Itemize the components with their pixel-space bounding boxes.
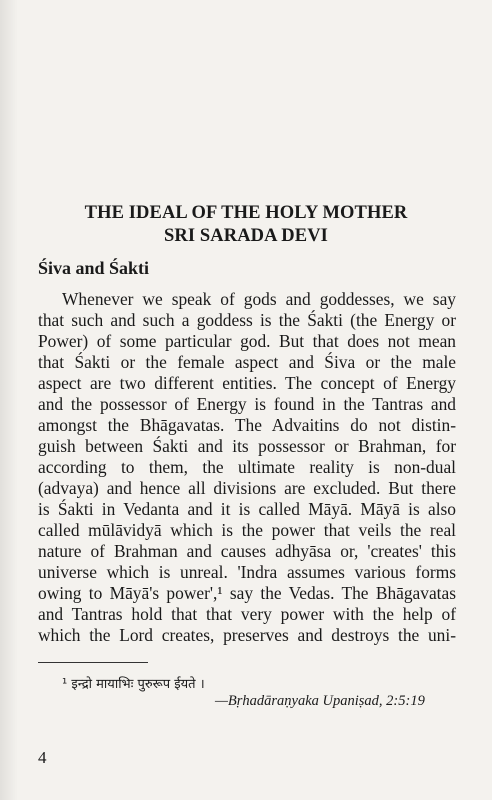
body-line: owing to Māyā's power',¹ say the Vedas. The Bhāgavatas xyxy=(38,583,456,603)
body-line: is Śakti in Vedanta and it is called Māyā. Māyā is also xyxy=(38,499,456,519)
footnote-sanskrit: ¹ इन्द्रो मायाभिः पुरुरूप ईयते । xyxy=(62,677,205,692)
body-line: universe which is unreal. 'Indra assumes various forms xyxy=(38,562,456,582)
body-line: which the Lord creates, preserves and destroys the uni- xyxy=(38,625,456,645)
body-line: guish between Śakti and its possessor or Brahman, for xyxy=(38,436,456,456)
footnote-citation: —Bṛhadāraṇyaka Upaniṣad, 2:5:19 xyxy=(215,693,425,709)
page-edge-shadow xyxy=(0,0,18,800)
body-line: aspect are two different entities. The concept of Energy xyxy=(38,373,456,393)
body-line: nature of Brahman and causes adhyāsa or, 'creates' this xyxy=(38,541,456,561)
body-line: called mūlāvidyā which is the power that veils the real xyxy=(38,520,456,540)
section-heading: Śiva and Śakti xyxy=(38,258,150,278)
footnote-rule xyxy=(38,662,148,663)
body-line: Power) of some particular god. But that does not mean xyxy=(38,331,456,351)
chapter-title-line-1: THE IDEAL OF THE HOLY MOTHER xyxy=(84,203,408,223)
body-line: amongst the Bhāgavatas. The Advaitins do not distin- xyxy=(38,415,456,435)
body-line: and Tantras hold that that very power with the help of xyxy=(38,604,456,624)
body-line: that such and such a goddess is the Śakti (the Energy or xyxy=(38,310,456,330)
page-number: 4 xyxy=(38,748,47,767)
body-line: that Śakti or the female aspect and Śiva or the male xyxy=(38,352,456,372)
body-line: (advaya) and hence all divisions are excluded. But there xyxy=(38,478,456,498)
body-line: Whenever we speak of gods and goddesses, we say xyxy=(62,289,456,309)
chapter-title-line-2: SRI SARADA DEVI xyxy=(164,226,328,246)
body-line: according to them, the ultimate reality is non-dual xyxy=(38,457,456,477)
body-line: and the possessor of Energy is found in the Tantras and xyxy=(38,394,456,414)
